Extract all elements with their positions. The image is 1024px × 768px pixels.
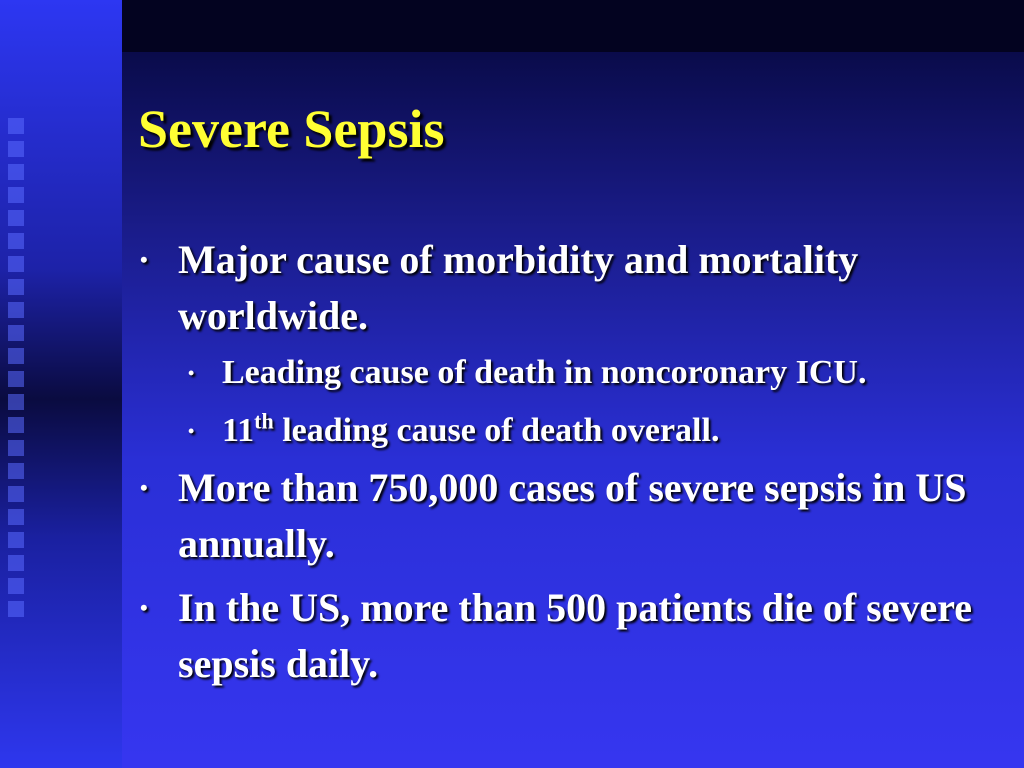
bullet-icon: • xyxy=(140,247,148,272)
bullet-icon: • xyxy=(140,475,148,500)
bullet-item xyxy=(140,460,1000,572)
bullet-text: Major cause of morbidity and mortality worldwide. xyxy=(178,237,859,338)
bullet-item xyxy=(140,580,1000,692)
bullet-item xyxy=(140,232,1000,344)
left-decorative-band xyxy=(0,0,122,768)
sub-bullet-text: Leading cause of death in noncoronary ICU. xyxy=(222,354,867,391)
bullet-icon: • xyxy=(140,595,148,620)
sub-bullet-superscript: th xyxy=(254,408,274,434)
bullet-icon: • xyxy=(188,363,195,383)
slide-content xyxy=(140,232,1000,692)
decorative-squares xyxy=(8,118,26,678)
bullet-text: In the US, more than 500 patients die of severe sepsis daily. xyxy=(178,585,973,686)
sub-bullet-item xyxy=(140,402,1000,460)
slide-title: Severe Sepsis xyxy=(138,99,445,159)
bullet-icon: • xyxy=(188,421,195,441)
sub-bullet-item xyxy=(140,344,1000,402)
bullet-text: More than 750,000 cases of severe sepsis in US annually. xyxy=(178,465,967,566)
sub-bullet-text: leading cause of death overall. xyxy=(273,412,720,449)
sub-bullet-number: 11 xyxy=(222,412,255,449)
top-decorative-band xyxy=(122,0,1024,52)
